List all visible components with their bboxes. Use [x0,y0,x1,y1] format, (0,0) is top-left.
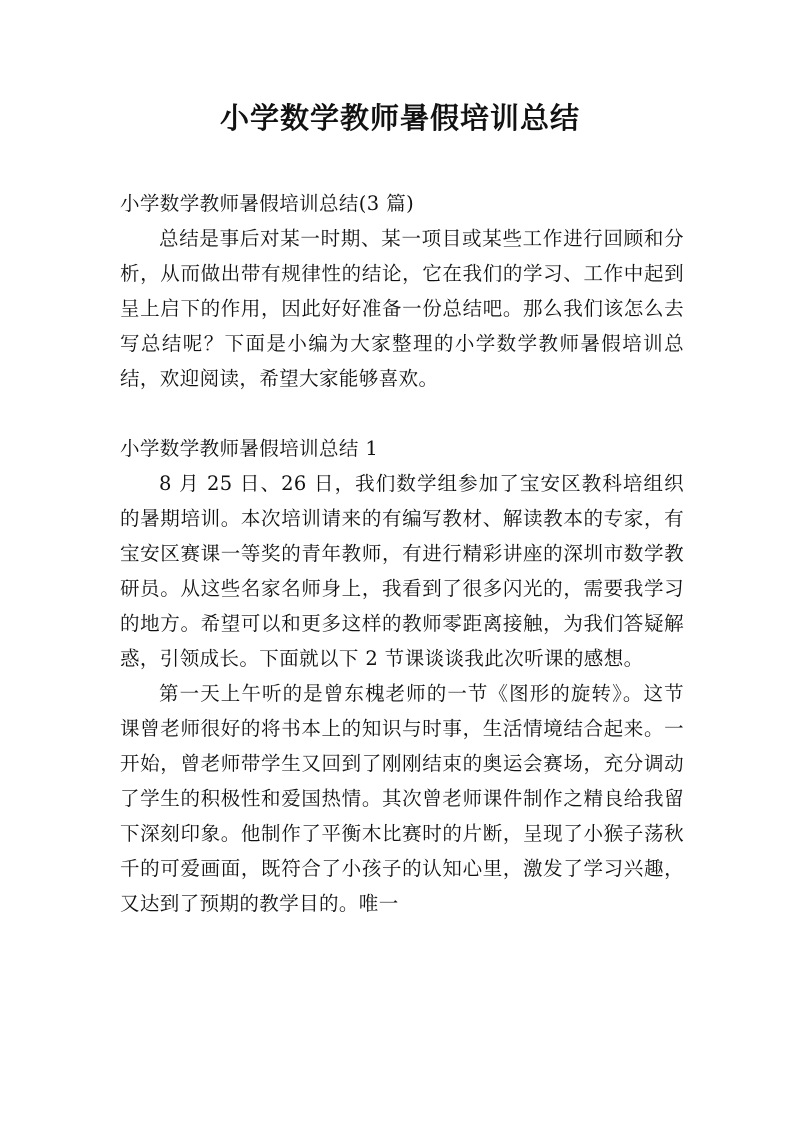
section-paragraph-1: 8 月 25 日、26 日，我们数学组参加了宝安区教科培组织的暑期培训。本次培训请来的有编写教材、解读教本的专家，有宝安区赛课一等奖的青年教师，有进行精彩讲座的深圳市数学教研员。从这些名家名师身上，我看到了很多闪光的，需要我学习的地方。希望可以和更多这样的教师零距离接触，为我们答疑解惑，引领成长。下面就以下 2 节课谈谈我此次听课的感想。 [120,472,684,670]
document-title: 小学数学教师暑假培训总结 [219,101,580,135]
section-paragraph-2: 第一天上午听的是曾东槐老师的一节《图形的旋转》。这节课曾老师很好的将书本上的知识与时事，生活情境结合起来。一开始，曾老师带学生又回到了刚刚结束的奥运会赛场，充分调动了学生的积极性和爱国热情。其次曾老师课件制作之精良给我留下深刻印象。他制作了平衡木比赛时的片断，呈现了小猴子荡秋千的可爱画面，既符合了小孩子的认知心里，激发了学习兴趣，又达到了预期的教学目的。唯一 [120,682,684,915]
intro-paragraph: 总结是事后对某一时期、某一项目或某些工作进行回顾和分析，从而做出带有规律性的结论，它在我们的学习、工作中起到呈上启下的作用，因此好好准备一份总结吧。那么我们该怎么去写总结呢？下面是小编为大家整理的小学数学教师暑假培训总结，欢迎阅读，希望大家能够喜欢。 [120,227,684,390]
section-heading: 小学数学教师暑假培训总结 1 [120,437,379,460]
section-spacer [120,396,684,431]
document-subtitle: 小学数学教师暑假培训总结(3 篇) [120,192,415,215]
document-body [120,186,684,921]
